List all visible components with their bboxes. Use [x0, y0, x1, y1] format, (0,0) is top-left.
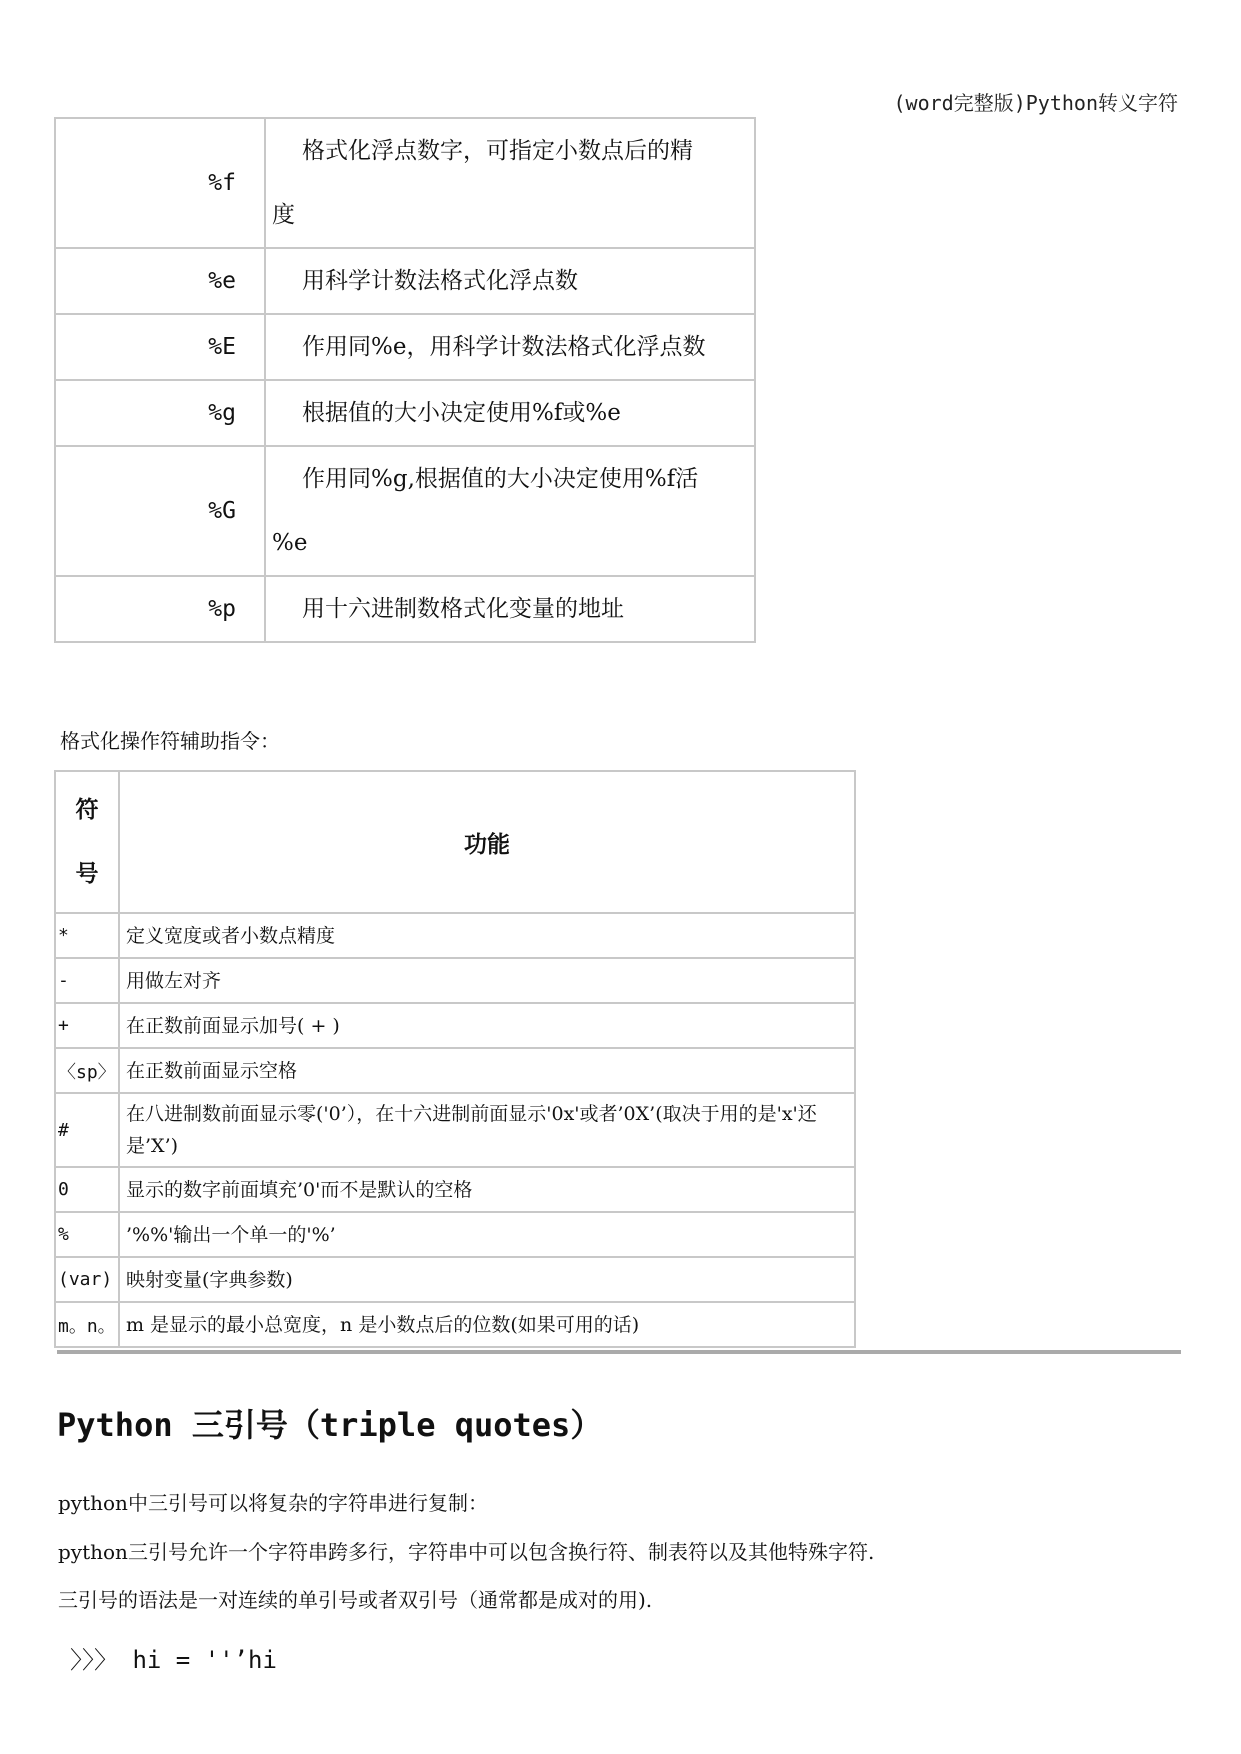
symbol-cell: *: [55, 913, 119, 958]
symbol-cell: %: [55, 1212, 119, 1257]
symbol-cell: +: [55, 1003, 119, 1048]
format-description: [265, 380, 755, 446]
table-row: [55, 913, 855, 958]
function-cell: 定义宽度或者小数点精度: [119, 913, 855, 958]
symbol-cell: 〈sp〉: [55, 1048, 119, 1093]
table-row: [55, 958, 855, 1003]
function-column-header: 功能: [119, 771, 855, 913]
paragraph: 三引号的语法是一对连续的单引号或者双引号（通常都是成对的用).: [58, 1588, 653, 1612]
table-row: [55, 118, 755, 248]
format-description: [265, 314, 755, 380]
table-row: [55, 1167, 855, 1212]
symbol-cell: m。n。: [55, 1302, 119, 1347]
format-code: %G: [55, 446, 265, 576]
desc-line: %e: [272, 530, 308, 556]
table-row: [55, 1003, 855, 1048]
paragraph: python三引号允许一个字符串跨多行，字符串中可以包含换行符、制表符以及其他特殊字符.: [58, 1540, 875, 1564]
page-header-title: (word完整版)Python转义字符: [893, 91, 1178, 115]
aux-directive-table: [54, 770, 856, 1348]
table-row: [55, 1093, 855, 1167]
symbol-cell: #: [55, 1093, 119, 1167]
format-code: %e: [55, 248, 265, 314]
desc-line: 格式化浮点数字，可指定小数点后的精: [302, 138, 693, 164]
paragraph: python中三引号可以将复杂的字符串进行复制：: [58, 1491, 488, 1515]
symbol-column-header: [55, 771, 119, 913]
desc-line: 用科学计数法格式化浮点数: [302, 268, 578, 294]
function-cell: 在八进制数前面显示零('0’），在十六进制前面显示'0x'或者’0X’(取决于用的是'x'还是’X’): [119, 1093, 855, 1167]
function-cell: 在正数前面显示加号( + ): [119, 1003, 855, 1048]
format-description: [265, 118, 755, 248]
format-description: [265, 576, 755, 642]
format-code: %f: [55, 118, 265, 248]
table-row: [55, 1048, 855, 1093]
format-description: [265, 248, 755, 314]
header-text: 号: [75, 860, 99, 887]
format-description: [265, 446, 755, 576]
format-code: %g: [55, 380, 265, 446]
table-row: [55, 248, 755, 314]
format-code: %p: [55, 576, 265, 642]
function-cell: ’%%'输出一个单一的'%’: [119, 1212, 855, 1257]
table-row: [55, 314, 755, 380]
table-row: [55, 1257, 855, 1302]
desc-line: 作用同%g,根据值的大小决定使用%f活: [302, 466, 699, 492]
symbol-cell: (var): [55, 1257, 119, 1302]
table-header-row: [55, 771, 855, 913]
function-cell: 用做左对齐: [119, 958, 855, 1003]
desc-line: 度: [272, 202, 295, 228]
section-heading: Python 三引号（triple quotes）: [57, 1406, 603, 1444]
desc-line: 根据值的大小决定使用%f或%e: [302, 400, 621, 426]
header-text: 符: [75, 796, 99, 823]
function-cell: 映射变量(字典参数): [119, 1257, 855, 1302]
code-sample: 〉〉〉 hi = ''’hi: [70, 1646, 277, 1674]
function-cell: 在正数前面显示空格: [119, 1048, 855, 1093]
table-row: [55, 576, 755, 642]
table-row: [55, 1302, 855, 1347]
format-symbol-table: [54, 117, 756, 643]
aux-table-caption: 格式化操作符辅助指令：: [60, 729, 280, 753]
format-code: %E: [55, 314, 265, 380]
function-cell: 显示的数字前面填充’0'而不是默认的空格: [119, 1167, 855, 1212]
function-cell: m 是显示的最小总宽度，n 是小数点后的位数(如果可用的话): [119, 1302, 855, 1347]
symbol-cell: -: [55, 958, 119, 1003]
table-row: [55, 1212, 855, 1257]
table-row: [55, 380, 755, 446]
desc-line: 作用同%e，用科学计数法格式化浮点数: [302, 334, 706, 360]
table-row: [55, 446, 755, 576]
symbol-cell: 0: [55, 1167, 119, 1212]
horizontal-divider: [57, 1350, 1181, 1354]
desc-line: 用十六进制数格式化变量的地址: [302, 596, 624, 622]
